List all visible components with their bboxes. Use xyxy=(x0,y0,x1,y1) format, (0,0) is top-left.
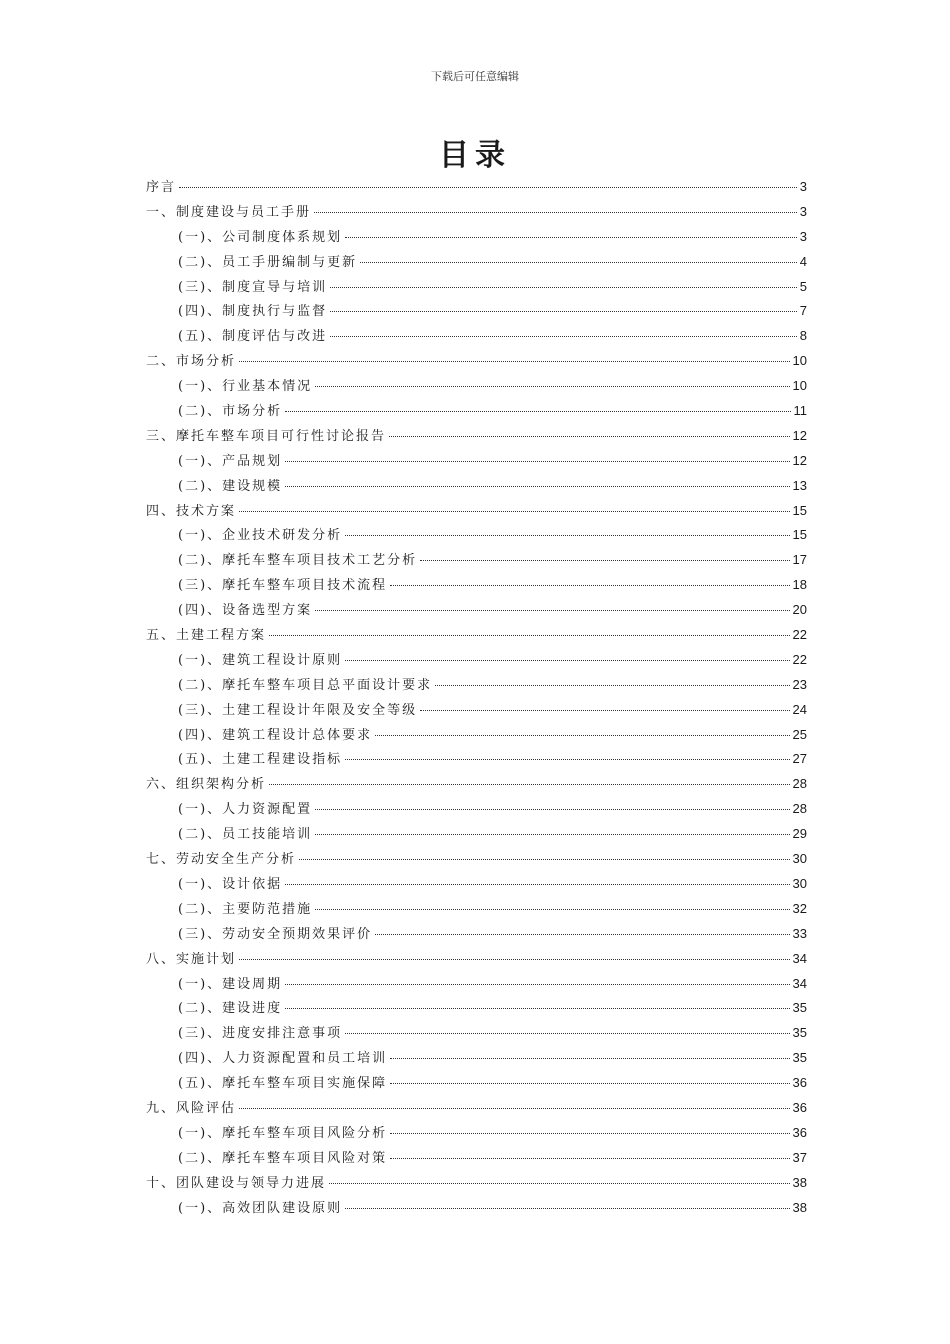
toc-dot-leader xyxy=(390,1133,789,1134)
toc-entry-page: 24 xyxy=(792,701,807,717)
toc-entry-label: (二)、员工手册编制与更新 xyxy=(178,254,358,270)
toc-entry-page: 20 xyxy=(792,602,807,618)
toc-dot-leader xyxy=(285,486,789,487)
toc-dot-leader xyxy=(330,287,797,288)
toc-entry-label: (二)、员工技能培训 xyxy=(178,827,313,843)
toc-entry-label: (一)、建筑工程设计原则 xyxy=(178,652,343,668)
toc-entry-label: (一)、企业技术研发分析 xyxy=(178,528,343,544)
toc-dot-leader xyxy=(285,461,789,462)
toc-entry-label: (五)、制度评估与改进 xyxy=(178,329,328,345)
toc-dot-leader xyxy=(315,909,789,910)
toc-entry[interactable] xyxy=(146,574,807,599)
toc-entry-page: 3 xyxy=(799,228,807,244)
toc-entry-page: 30 xyxy=(792,851,807,867)
toc-entry-label: 三、摩托车整车项目可行性讨论报告 xyxy=(146,428,387,444)
toc-entry-label: (四)、建筑工程设计总体要求 xyxy=(178,727,373,743)
toc-entry-page: 35 xyxy=(792,1000,807,1016)
toc-entry[interactable] xyxy=(146,823,807,848)
toc-entry-page: 3 xyxy=(799,203,807,219)
toc-dot-leader xyxy=(269,784,790,785)
toc-entry-page: 5 xyxy=(799,278,807,294)
toc-entry-page: 38 xyxy=(792,1174,807,1190)
toc-dot-leader xyxy=(345,660,789,661)
toc-entry[interactable] xyxy=(146,549,807,574)
toc-dot-leader xyxy=(345,759,789,760)
toc-entry-page: 12 xyxy=(792,452,807,468)
toc-entry-label: 十、团队建设与领导力进展 xyxy=(146,1175,327,1191)
toc-dot-leader xyxy=(314,212,797,213)
toc-entry-page: 30 xyxy=(792,875,807,891)
toc-dot-leader xyxy=(329,1183,790,1184)
toc-entry-page: 4 xyxy=(799,253,807,269)
toc-entry[interactable] xyxy=(146,325,807,350)
toc-entry-label: 一、制度建设与员工手册 xyxy=(146,204,312,220)
toc-dot-leader xyxy=(375,735,789,736)
toc-entry-label: (二)、摩托车整车项目风险对策 xyxy=(178,1150,388,1166)
toc-entry-label: (五)、摩托车整车项目实施保障 xyxy=(178,1076,388,1092)
toc-entry-label: 五、土建工程方案 xyxy=(146,628,267,644)
toc-entry[interactable] xyxy=(146,176,807,201)
toc-entry-label: (一)、公司制度体系规划 xyxy=(178,229,343,245)
toc-entry-page: 3 xyxy=(799,179,807,194)
toc-dot-leader xyxy=(239,959,790,960)
toc-entry-label: 九、风险评估 xyxy=(146,1100,237,1116)
toc-dot-leader xyxy=(239,361,790,362)
toc-entry-label: (四)、设备选型方案 xyxy=(178,603,313,619)
toc-dot-leader xyxy=(239,511,790,512)
toc-entry[interactable] xyxy=(146,300,807,325)
toc-entry[interactable] xyxy=(146,748,807,773)
toc-entry-page: 18 xyxy=(792,577,807,593)
toc-entry[interactable] xyxy=(146,475,807,500)
toc-entry-label: 七、劳动安全生产分析 xyxy=(146,852,297,868)
toc-entry-page: 36 xyxy=(792,1124,807,1140)
toc-dot-leader xyxy=(390,1158,789,1159)
toc-entry-label: (三)、制度宣导与培训 xyxy=(178,279,328,295)
toc-dot-leader xyxy=(330,311,797,312)
toc-entry-page: 28 xyxy=(792,776,807,792)
toc-entry[interactable] xyxy=(146,724,807,749)
toc-entry-label: 四、技术方案 xyxy=(146,503,237,519)
toc-entry-page: 27 xyxy=(792,751,807,767)
toc-entry-label: (三)、劳动安全预期效果评价 xyxy=(178,926,373,942)
toc-entry-label: 二、市场分析 xyxy=(146,354,237,370)
toc-entry-page: 34 xyxy=(792,975,807,991)
toc-entry-page: 36 xyxy=(792,1099,807,1115)
toc-entry[interactable] xyxy=(146,923,807,948)
toc-dot-leader xyxy=(299,859,790,860)
toc-entry-label: (四)、制度执行与监督 xyxy=(178,304,328,320)
toc-entry[interactable] xyxy=(146,798,807,823)
toc-entry[interactable] xyxy=(146,425,807,450)
toc-entry-page: 10 xyxy=(792,378,807,394)
toc-dot-leader xyxy=(179,187,797,188)
toc-entry[interactable] xyxy=(146,649,807,674)
toc-entry[interactable] xyxy=(146,1097,807,1122)
toc-entry-label: (二)、摩托车整车项目总平面设计要求 xyxy=(178,677,433,693)
toc-entry-label: (二)、建设进度 xyxy=(178,1001,283,1017)
toc-entry[interactable] xyxy=(146,624,807,649)
toc-entry[interactable] xyxy=(146,848,807,873)
toc-entry-label: (三)、进度安排注意事项 xyxy=(178,1026,343,1042)
toc-entry[interactable] xyxy=(146,524,807,549)
toc-entry-label: (一)、行业基本情况 xyxy=(178,379,313,395)
toc-dot-leader xyxy=(389,436,790,437)
toc-entry-page: 29 xyxy=(792,826,807,842)
toc-entry-label: (一)、摩托车整车项目风险分析 xyxy=(178,1125,388,1141)
toc-entry[interactable] xyxy=(146,674,807,699)
toc-entry[interactable] xyxy=(146,948,807,973)
toc-entry[interactable] xyxy=(146,350,807,375)
toc-dot-leader xyxy=(285,1008,789,1009)
toc-entry-page: 28 xyxy=(792,801,807,817)
toc-entry[interactable] xyxy=(146,500,807,525)
toc-dot-leader xyxy=(375,934,789,935)
toc-entry-page: 38 xyxy=(792,1199,807,1215)
toc-dot-leader xyxy=(345,535,789,536)
toc-entry[interactable] xyxy=(146,1047,807,1072)
toc-entry-label: (二)、摩托车整车项目技术工艺分析 xyxy=(178,553,418,569)
toc-dot-leader xyxy=(315,610,789,611)
toc-entry-label: (二)、市场分析 xyxy=(178,404,283,420)
toc-entry[interactable] xyxy=(146,973,807,998)
toc-entry[interactable] xyxy=(146,1022,807,1047)
toc-entry[interactable] xyxy=(146,1072,807,1097)
toc-entry-label: (五)、土建工程建设指标 xyxy=(178,752,343,768)
toc-entry[interactable] xyxy=(146,201,807,226)
toc-entry-page: 22 xyxy=(792,651,807,667)
toc-entry-label: (一)、产品规划 xyxy=(178,453,283,469)
toc-dot-leader xyxy=(390,585,789,586)
toc-dot-leader xyxy=(315,834,789,835)
toc-entry[interactable] xyxy=(146,873,807,898)
toc-entry[interactable] xyxy=(146,1147,807,1172)
toc-dot-leader xyxy=(390,1083,789,1084)
toc-entry[interactable] xyxy=(146,997,807,1022)
toc-entry[interactable] xyxy=(146,226,807,251)
toc-entry[interactable] xyxy=(146,400,807,425)
toc-entry-page: 11 xyxy=(793,403,807,419)
toc-entry-page: 32 xyxy=(792,900,807,916)
toc-entry-page: 33 xyxy=(792,925,807,941)
toc-entry[interactable] xyxy=(146,1172,807,1197)
toc-entry-label: (一)、建设周期 xyxy=(178,976,283,992)
toc-dot-leader xyxy=(285,411,790,412)
toc-entry-label: 序言 xyxy=(146,180,177,195)
toc-dot-leader xyxy=(420,710,789,711)
toc-dot-leader xyxy=(360,262,797,263)
toc-entry-page: 22 xyxy=(792,627,807,643)
toc-dot-leader xyxy=(285,884,789,885)
toc-entry-page: 34 xyxy=(792,950,807,966)
toc-entry[interactable] xyxy=(146,375,807,400)
toc-entry-page: 15 xyxy=(792,527,807,543)
toc-entry[interactable] xyxy=(146,699,807,724)
toc-dot-leader xyxy=(330,336,797,337)
toc-entry-label: 八、实施计划 xyxy=(146,951,237,967)
toc-dot-leader xyxy=(390,1058,789,1059)
toc-entry[interactable] xyxy=(146,773,807,798)
toc-entry[interactable] xyxy=(146,1197,807,1222)
toc-dot-leader xyxy=(435,685,789,686)
toc-entry[interactable] xyxy=(146,898,807,923)
toc-entry-page: 10 xyxy=(792,353,807,369)
toc-dot-leader xyxy=(269,635,790,636)
toc-entry-page: 12 xyxy=(792,427,807,443)
toc-entry-page: 15 xyxy=(792,502,807,518)
toc-entry-page: 23 xyxy=(792,676,807,692)
toc-dot-leader xyxy=(420,560,789,561)
toc-entry-page: 17 xyxy=(792,552,807,568)
toc-dot-leader xyxy=(285,984,789,985)
toc-dot-leader xyxy=(345,237,797,238)
toc-entry-page: 36 xyxy=(792,1075,807,1091)
toc-entry[interactable] xyxy=(146,276,807,301)
toc-title: 目录 xyxy=(439,138,511,173)
toc-entry-label: (三)、土建工程设计年限及安全等级 xyxy=(178,702,418,718)
toc-entry-page: 35 xyxy=(792,1025,807,1041)
toc-entry-page: 35 xyxy=(792,1050,807,1066)
toc-dot-leader xyxy=(315,809,789,810)
toc-entry-label: (二)、主要防范措施 xyxy=(178,901,313,917)
toc-entry[interactable] xyxy=(146,599,807,624)
toc-entry-page: 37 xyxy=(792,1149,807,1165)
toc-entry[interactable] xyxy=(146,450,807,475)
toc-entry-label: (一)、人力资源配置 xyxy=(178,802,313,818)
toc-entry-label: (四)、人力资源配置和员工培训 xyxy=(178,1051,388,1067)
toc-entry[interactable] xyxy=(146,251,807,276)
toc-dot-leader xyxy=(315,386,789,387)
toc-entry-page: 13 xyxy=(792,477,807,493)
table-of-contents xyxy=(146,176,807,1221)
toc-dot-leader xyxy=(345,1208,789,1209)
toc-entry-page: 7 xyxy=(799,303,807,319)
toc-entry-page: 8 xyxy=(799,328,807,344)
toc-entry-page: 25 xyxy=(792,726,807,742)
toc-entry-label: (二)、建设规模 xyxy=(178,478,283,494)
toc-entry-label: 六、组织架构分析 xyxy=(146,777,267,793)
header-note: 下载后可任意编辑 xyxy=(431,70,519,83)
toc-entry-label: (一)、设计依据 xyxy=(178,876,283,892)
toc-entry-label: (三)、摩托车整车项目技术流程 xyxy=(178,578,388,594)
toc-dot-leader xyxy=(345,1033,789,1034)
toc-entry-label: (一)、高效团队建设原则 xyxy=(178,1200,343,1216)
toc-entry[interactable] xyxy=(146,1122,807,1147)
toc-dot-leader xyxy=(239,1108,790,1109)
